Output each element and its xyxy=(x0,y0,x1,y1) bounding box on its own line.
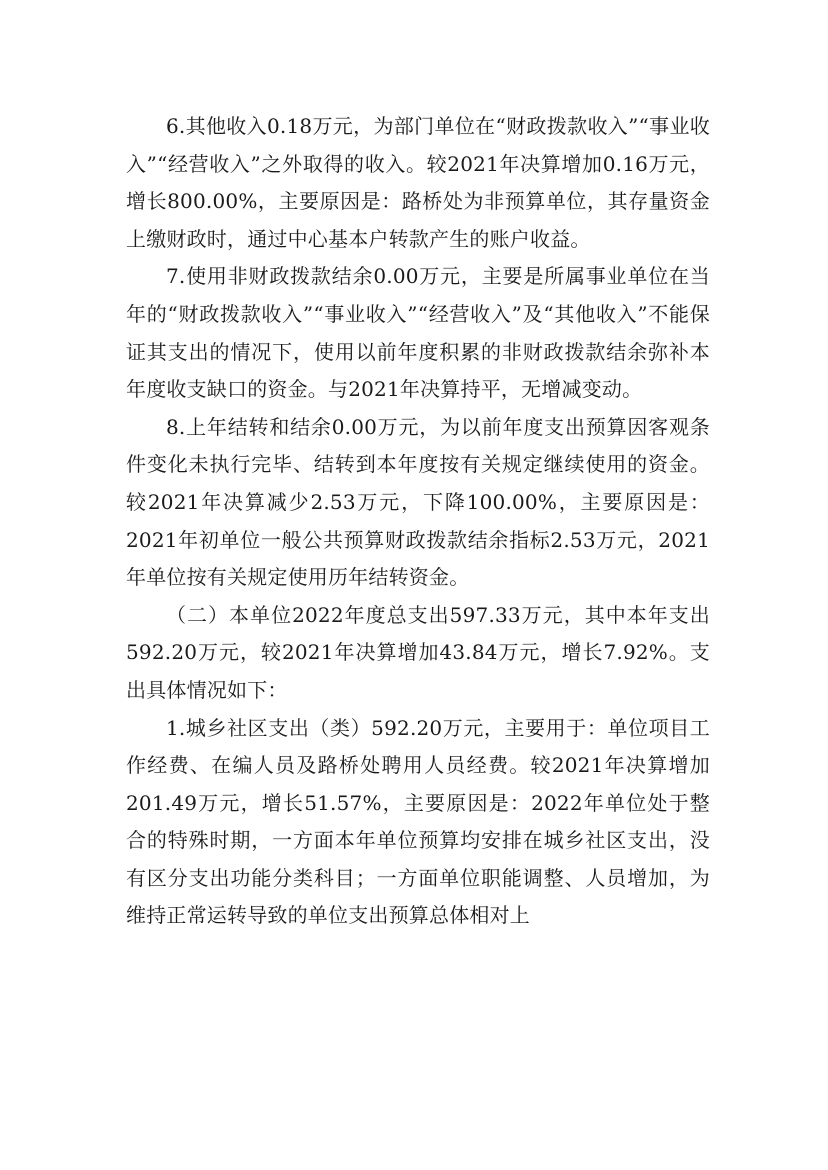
document-body xyxy=(126,108,710,935)
paragraph-non-fiscal-surplus: 7.使用非财政拨款结余0.00万元，主要是所属事业单位在当年的“财政拨款收入”“事业收入”“经营收入”及“其他收入”不能保证其支出的情况下，使用以前年度积累的非财政拨款结余弥补本年度收支缺口的资金。与2021年决算持平，无增减变动。 xyxy=(126,264,710,402)
paragraph-total-expenditure: （二）本单位2022年度总支出597.33万元，其中本年支出592.20万元，较2021年决算增加43.84万元，增长7.92%。支出具体情况如下： xyxy=(126,602,710,702)
paragraph-prior-year-carryover: 8.上年结转和结余0.00万元，为以前年度支出预算因客观条件变化未执行完毕、结转到本年度按有关规定继续使用的资金。较2021年决算减少2.53万元，下降100.00%，主要原因是：2021年初单位一般公共预算财政拨款结余指标2.53万元，2021年单位按有关规定使用历年结转资金。 xyxy=(126,414,710,590)
paragraph-urban-rural-expenditure: 1.城乡社区支出（类）592.20万元，主要用于：单位项目工作经费、在编人员及路桥处聘用人员经费。较2021年决算增加201.49万元，增长51.57%，主要原因是：2022年单位处于整合的特殊时期，一方面本年单位预算均安排在城乡社区支出，没有区分支出功能分类科目；一方面单位职能调整、人员增加，为维持正常运转导致的单位支出预算总体相对上 xyxy=(126,715,710,928)
paragraph-other-income: 6.其他收入0.18万元，为部门单位在“财政拨款收入”“事业收入”“经营收入”之外取得的收入。较2021年决算增加0.16万元，增长800.00%，主要原因是：路桥处为非预算单位，其存量资金上缴财政时，通过中心基本户转款产生的账户收益。 xyxy=(126,114,710,251)
